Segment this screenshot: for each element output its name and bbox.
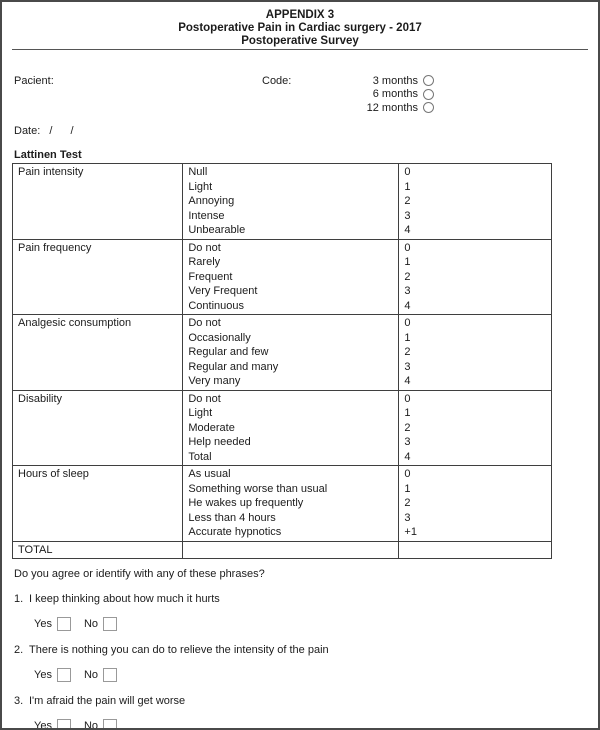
no-label: No	[83, 669, 99, 681]
question-text: I'm afraid the pain will get worse	[29, 695, 186, 707]
question-3-answer	[34, 719, 598, 730]
code-option-3-months	[356, 74, 434, 88]
score-value: 0	[404, 241, 411, 254]
yes-checkbox[interactable]	[57, 719, 71, 730]
category-cell: Pain intensity	[13, 164, 183, 240]
table-row	[13, 315, 552, 391]
score-value: 3	[404, 360, 411, 373]
option-label: He wakes up frequently	[188, 497, 304, 509]
score-value: 1	[404, 180, 411, 193]
score-value: 2	[404, 346, 411, 358]
no-checkbox[interactable]	[103, 719, 117, 730]
options-cell	[183, 466, 399, 542]
code-label: Code:	[262, 75, 292, 87]
option-label: Frequent	[188, 270, 233, 283]
score-value: 0	[404, 317, 411, 329]
no-label: No	[83, 720, 99, 730]
score-value: 1	[404, 331, 411, 344]
score-value: 1	[404, 256, 411, 268]
lattinen-test-table	[12, 163, 552, 559]
date-row	[14, 125, 598, 137]
patient-code-section	[2, 74, 598, 116]
score-value: 3	[404, 285, 411, 297]
question-1	[14, 593, 598, 605]
no-checkbox[interactable]	[103, 617, 117, 631]
question-number: 3.	[14, 695, 24, 707]
radio-6-months-icon[interactable]	[423, 89, 434, 100]
question-number: 1.	[14, 593, 24, 605]
yes-label: Yes	[34, 720, 52, 730]
option-label: Less than 4 hours	[188, 511, 276, 524]
options-cell	[183, 239, 399, 315]
option-label: Very many	[188, 375, 241, 387]
score-value: 0	[404, 468, 411, 480]
table-row	[13, 390, 552, 466]
code-option-label: 6 months	[372, 88, 418, 101]
patient-label: Pacient:	[14, 75, 54, 87]
score-value: 2	[404, 195, 411, 207]
score-value: 4	[404, 375, 411, 387]
score-value: 4	[404, 224, 411, 236]
table-row	[13, 239, 552, 315]
appendix-title: APPENDIX 3	[265, 9, 335, 21]
yes-checkbox[interactable]	[57, 668, 71, 682]
option-label: Light	[188, 407, 213, 419]
scores-cell	[399, 239, 552, 315]
option-label: Very Frequent	[188, 285, 258, 297]
total-label-cell: TOTAL	[13, 541, 183, 559]
score-value: 3	[404, 436, 411, 448]
yes-label: Yes	[34, 669, 52, 681]
category-cell: Pain frequency	[13, 239, 183, 315]
option-label: Do not	[188, 392, 221, 405]
survey-subtitle: Postoperative Survey	[241, 35, 359, 47]
table-row	[13, 466, 552, 542]
date-label: Date:	[14, 125, 41, 137]
yes-checkbox[interactable]	[57, 617, 71, 631]
question-text: I keep thinking about how much it hurts	[29, 593, 220, 605]
options-cell	[183, 315, 399, 391]
code-option-6-months	[356, 88, 434, 102]
question-2-answer	[34, 668, 598, 682]
document-title: Postoperative Pain in Cardiac surgery - 2017	[178, 22, 422, 34]
scores-cell	[399, 315, 552, 391]
date-slash: /	[49, 125, 53, 137]
score-value: 4	[404, 299, 411, 312]
category-cell: Disability	[13, 390, 183, 466]
options-cell	[183, 164, 399, 240]
score-value: 2	[404, 497, 411, 509]
code-option-12-months	[356, 101, 434, 115]
total-options-cell	[183, 541, 399, 559]
option-label: Help needed	[188, 436, 251, 448]
score-value: 0	[404, 392, 411, 405]
yes-label: Yes	[34, 618, 52, 630]
questions-intro: Do you agree or identify with any of these phrases?	[14, 568, 265, 580]
option-label: Total	[188, 450, 212, 463]
question-3	[14, 695, 598, 707]
total-score-cell	[399, 541, 552, 559]
code-option-label: 12 months	[366, 101, 418, 114]
score-value: 1	[404, 482, 411, 495]
score-value: +1	[404, 526, 417, 538]
question-text: There is nothing you can do to relieve the intensity of the pain	[29, 644, 329, 656]
score-value: 2	[404, 421, 411, 434]
code-option-label: 3 months	[372, 74, 418, 87]
question-2	[14, 644, 598, 656]
scores-cell	[399, 466, 552, 542]
scores-cell	[399, 390, 552, 466]
category-cell: Analgesic consumption	[13, 315, 183, 391]
option-label: Moderate	[188, 421, 235, 434]
radio-3-months-icon[interactable]	[423, 75, 434, 86]
option-label: Something worse than usual	[188, 482, 328, 495]
option-label: Regular and many	[188, 360, 279, 373]
score-value: 3	[404, 209, 411, 222]
option-label: Continuous	[188, 299, 245, 312]
option-label: Accurate hypnotics	[188, 526, 282, 538]
option-label: Rarely	[188, 256, 221, 268]
scores-cell	[399, 164, 552, 240]
options-cell	[183, 390, 399, 466]
score-value: 2	[404, 270, 411, 283]
table-row	[13, 164, 552, 240]
score-value: 1	[404, 407, 411, 419]
score-value: 0	[404, 166, 411, 178]
option-label: As usual	[188, 468, 231, 480]
total-row	[13, 541, 552, 559]
radio-12-months-icon[interactable]	[423, 102, 434, 113]
question-number: 2.	[14, 644, 24, 656]
score-value: 3	[404, 511, 411, 524]
option-label: Null	[188, 166, 208, 178]
option-label: Light	[188, 180, 213, 193]
option-label: Annoying	[188, 195, 235, 207]
date-slash: /	[70, 125, 74, 137]
no-checkbox[interactable]	[103, 668, 117, 682]
category-cell: Hours of sleep	[13, 466, 183, 542]
document-header	[12, 2, 588, 50]
option-label: Unbearable	[188, 224, 246, 236]
option-label: Do not	[188, 241, 221, 254]
option-label: Occasionally	[188, 331, 251, 344]
score-value: 4	[404, 450, 411, 463]
option-label: Do not	[188, 317, 221, 329]
lattinen-test-title: Lattinen Test	[14, 149, 82, 161]
no-label: No	[83, 618, 99, 630]
option-label: Intense	[188, 209, 225, 222]
question-1-answer	[34, 617, 598, 631]
option-label: Regular and few	[188, 346, 269, 358]
code-options	[356, 74, 434, 115]
